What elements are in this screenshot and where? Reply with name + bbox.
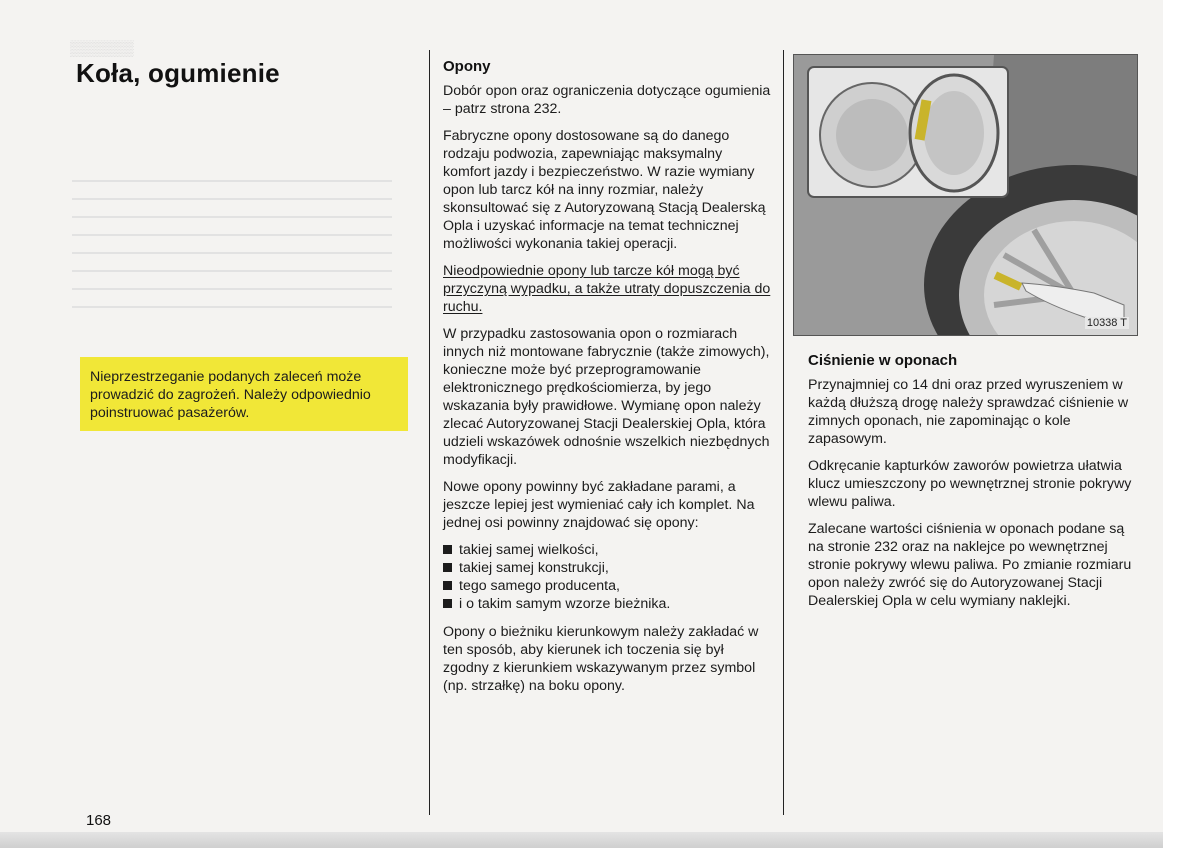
paragraph: Opony o bieżniku kierunkowym należy zakładać w ten sposób, aby kierunek ich toczenia się był zgodny z kierunkiem wskazywanym przez symbol (np. strzałkę) na boku opony. <box>443 624 759 694</box>
bleed-through-text <box>72 170 392 320</box>
page-title: Koła, ogumienie <box>76 58 280 88</box>
paragraph: W przypadku zastosowania opon o rozmiarach innych niż montowane fabrycznie (także zimowych), konieczne może być przeprogramowanie elektronicznego prędkościomierza, by jego wskazania były prawidłowe. Wymianę opon należy zlecać Autoryzowanej Stacji Dealerskiej Opla, która udzieli wskazówek odnośnie wszelkich niezbędnych modyfikacji. <box>443 326 770 468</box>
paragraph: Przynajmniej co 14 dni oraz przed wyruszeniem w każdą dłuższą drogę należy sprawdzać ciśnienie w zimnych oponach, nie zapominając o kole zapasowym. <box>808 377 1129 447</box>
paragraph: Nowe opony powinny być zakładane parami, a jeszcze lepiej jest wymieniać cały ich komplet. Na jednej osi powinny znajdować się opony: <box>443 479 755 531</box>
illustration-code: 10338 T <box>1086 317 1127 329</box>
section-opony <box>443 58 773 704</box>
paragraph: Dobór opon oraz ograniczenia dotyczące ogumienia – patrz strona 232. <box>443 83 771 117</box>
page-edge <box>1163 0 1200 848</box>
scan-bottom-edge <box>0 832 1163 848</box>
list-item: takiej samej konstrukcji, <box>443 559 773 577</box>
list-item: takiej samej wielkości, <box>443 541 773 559</box>
list-item: tego samego producenta, <box>443 577 773 595</box>
warning-text: Nieprzestrzeganie podanych zaleceń może prowadzić do zagrożeń. Należy odpowiednio poinstruować pasażerów. <box>90 369 371 421</box>
page-number: 168 <box>86 812 112 829</box>
list-item: i o takim samym wzorze bieżnika. <box>443 595 773 613</box>
tire-requirements-list <box>443 541 773 613</box>
column-divider <box>783 50 784 815</box>
paragraph: Odkręcanie kapturków zaworów powietrza ułatwia klucz umieszczony po wewnętrznej stronie pokrywy wlewu paliwa. <box>808 458 1132 510</box>
section-heading-opony: Opony <box>443 58 491 75</box>
tire-valve-illustration <box>793 54 1138 336</box>
section-heading-cisnienie: Ciśnienie w oponach <box>808 352 958 369</box>
bleed-through-text: ▒▒▒▒▒▒ <box>70 40 134 57</box>
illustration-drawing <box>794 55 1137 335</box>
paragraph: Zalecane wartości ciśnienia w oponach podane są na stronie 232 oraz na naklejce po wewnętrznej stronie pokrywy wlewu paliwa. Po zmianie rozmiaru opon należy zwróć się do Autoryzowanej Stacji Dealerskiej Opla w celu wymiany naklejki. <box>808 521 1132 609</box>
column-divider <box>429 50 430 815</box>
paragraph: Fabryczne opony dostosowane są do danego rodzaju podwozia, zapewniając maksymalny komfort jazdy i bezpieczeństwo. W razie wymiany opon lub tarcz kół na inny rozmiar, należy skonsultować się z Autoryzowaną Stacją Dealerską Opla i uzyskać informacje na temat technicznej możliwości wykonania takiej operacji. <box>443 128 766 252</box>
paragraph-warning: Nieodpowiednie opony lub tarcze kół mogą być przyczyną wypadku, a także utraty dopuszczenia do ruchu. <box>443 263 771 315</box>
section-cisnienie <box>808 352 1138 619</box>
warning-box <box>80 357 408 431</box>
